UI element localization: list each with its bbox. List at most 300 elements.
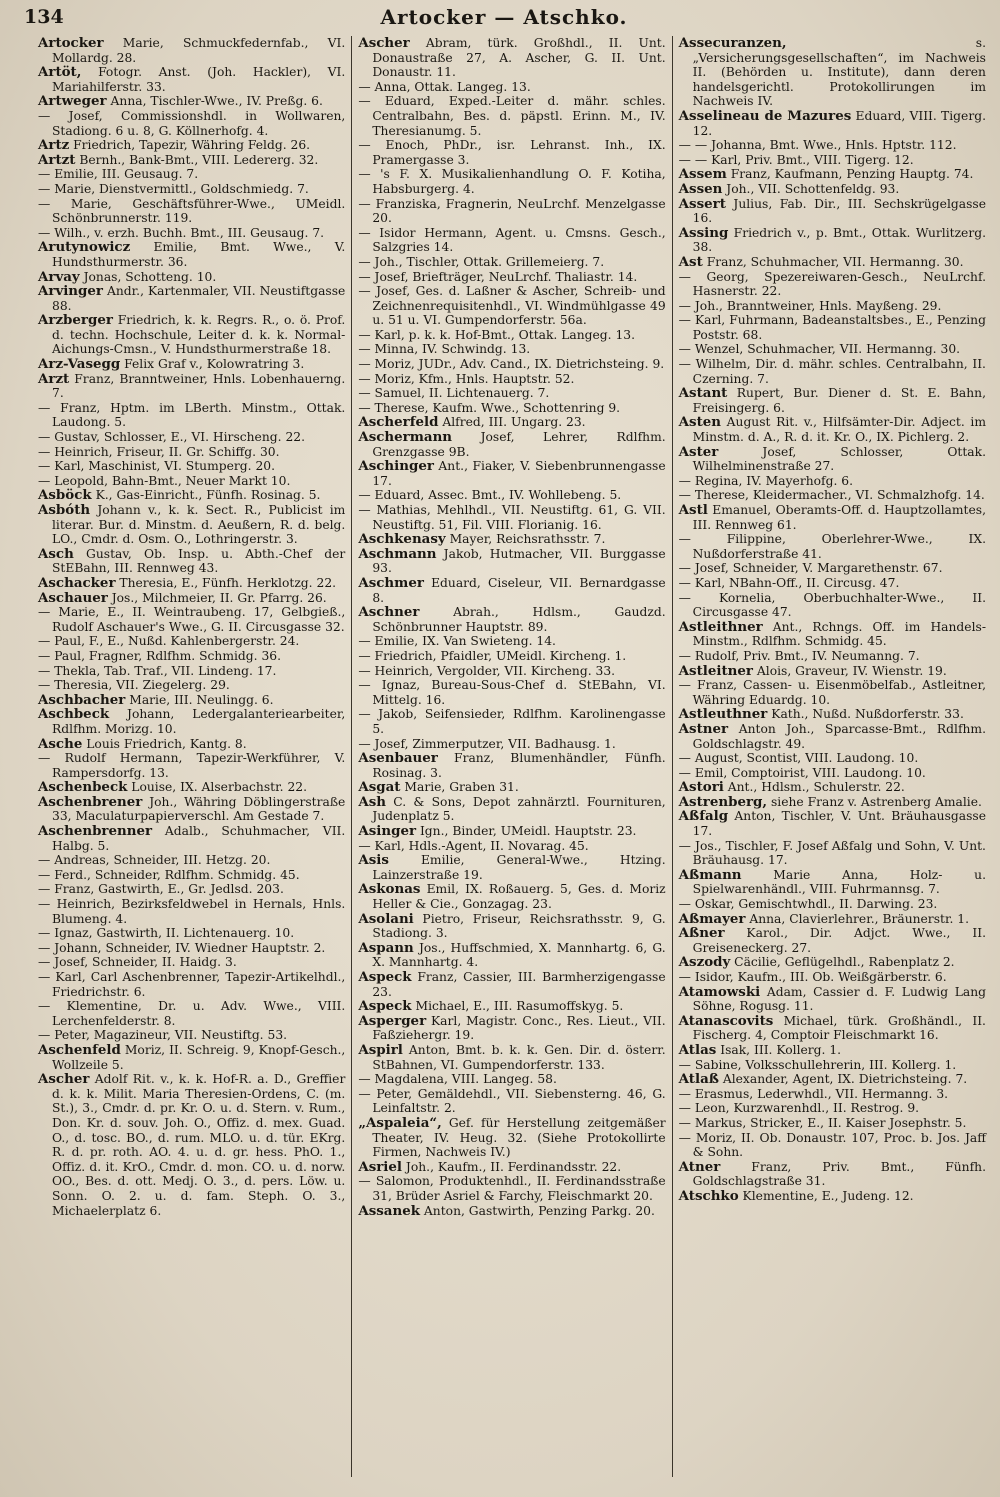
directory-entry: [358, 36, 665, 80]
entry-details: — Therese, Kaufm. Wwe., Schottenring 9.: [358, 400, 621, 415]
entry-surname: Asche: [38, 735, 83, 752]
entry-details: — Wilh., v. erzh. Buchh. Bmt., III. Geusaug. 7.: [38, 225, 325, 240]
entry-surname: Aschner: [358, 604, 420, 621]
directory-entry: [358, 197, 665, 226]
entry-details: Adolf Rit. v., k. k. Hof-R. a. D., Greffier d. k. k. Milit. Maria Theresien-Ordens, C. (m. St.), 3., Cmdr. d. pr. Kr. O. u. d. Stern. v. Rum., Don. Kr. d. souv. Joh. O., Offiz. d. mex. Guad. O., d. tosc. BO., d. rum. MLO. u. d. tür. EKrg. R. d. pr. roth. AO. 4. u. d. gr. hess. PhO. 1., Offiz. d. it. KrO., Cmdr. d. mon. CO. u. d. norw. OO., Bes. d. ott. Medj. O. 3., d. pers. Löw. u. Sonn. O. 2. u. d. fam. Steph. O. 3., Michaelerplatz 6.: [52, 1072, 346, 1218]
directory-entry: [679, 474, 986, 489]
directory-entry: [358, 1174, 665, 1203]
entry-details: Joh., Währing Döblingerstraße 33, Maculaturpapierverschl. Am Gestade 7.: [52, 794, 346, 824]
directory-entry: [679, 1189, 986, 1204]
directory-entry: [358, 138, 665, 167]
entry-details: siehe Franz v. Astrenberg Amalie.: [767, 794, 982, 809]
entry-surname: Aschkenasy: [358, 531, 446, 548]
directory-entry: [38, 270, 345, 285]
entry-details: — Karl, Carl Aschenbrenner, Tapezir-Artikelhdl., Friedrichstr. 6.: [38, 970, 346, 999]
entry-surname: Asch: [38, 545, 74, 562]
entry-details: — Peter, Magazineur, VII. Neustiftg. 53.: [38, 1028, 288, 1043]
directory-entry: [358, 999, 665, 1014]
entry-details: Alexander, Agent, IX. Dietrichsteing. 7.: [718, 1072, 968, 1087]
directory-entry: [358, 547, 665, 576]
entry-details: — Wenzel, Schuhmacher, VII. Hermanng. 30.: [678, 342, 961, 357]
entry-surname: Aschbeck: [38, 706, 110, 723]
entry-surname: Astori: [678, 779, 724, 796]
directory-entry: [679, 839, 986, 868]
entry-details: — Erasmus, Lederwhdl., VII. Hermanng. 3.: [678, 1086, 949, 1101]
directory-entry: [679, 985, 986, 1014]
entry-surname: Asgat: [358, 779, 401, 796]
directory-entry: [679, 678, 986, 707]
directory-entry: [679, 576, 986, 591]
directory-entry: [679, 970, 986, 985]
entry-details: Rupert, Bur. Diener d. St. E. Bahn, Freisingerg. 6.: [692, 386, 986, 415]
entry-surname: Artweger: [38, 93, 107, 110]
directory-entry: [38, 751, 345, 780]
entry-surname: Aschinger: [358, 458, 434, 475]
entry-surname: Aschenbeck: [38, 779, 128, 796]
entry-surname: Artzt: [38, 151, 76, 168]
entry-details: — Moriz, II. Ob. Donaustr. 107, Proc. b. Jos. Jaff & Sohn.: [678, 1130, 986, 1160]
directory-entry: [38, 955, 345, 970]
entry-surname: Aschauer: [38, 589, 108, 606]
directory-entry: [38, 488, 345, 503]
directory-entry: [358, 342, 665, 357]
entry-details: — Franz, Cassen- u. Eisenmöbelfab., Astleitner, Währing Eduardg. 10.: [678, 678, 986, 707]
directory-entry: [679, 1058, 986, 1073]
entry-details: — Regina, IV. Mayerhofg. 6.: [678, 473, 853, 488]
directory-entry: [679, 270, 986, 299]
directory-entry: [358, 1116, 665, 1160]
directory-entry: [38, 693, 345, 708]
entry-details: s. „Versicherungsgesellschaften“, im Nachweis II. (Behörden u. Institute), dann deren handelsgerichtl. Protokollirungen im Nachweis IV.: [692, 36, 986, 109]
entry-details: Emanuel, Oberamts-Off. d. Hauptzollamtes, III. Rennweg 61.: [692, 503, 986, 532]
directory-entry: [358, 503, 665, 532]
entry-details: Anton, Gastwirth, Penzing Parkg. 20.: [420, 1203, 655, 1218]
entry-details: Klementine, E., Judeng. 12.: [738, 1188, 914, 1203]
entry-surname: Ascherfeld: [358, 414, 439, 431]
directory-entry: [358, 941, 665, 970]
entry-surname: Aspeck: [358, 969, 412, 985]
directory-entry: [38, 36, 345, 65]
entry-surname: Atlaß: [678, 1071, 719, 1088]
entry-details: — Paul, F., E., Nußd. Kahlenbergerstr. 24.: [38, 634, 300, 649]
entry-details: Josef, Lehrer, Rdlfhm. Grenzgasse 9B.: [372, 430, 666, 459]
directory-entry: [38, 678, 345, 693]
directory-entry: [358, 605, 665, 634]
entry-details: Johann v., k. k. Sect. R., Publicist im literar. Bur. d. Minstm. d. Aeußern, R. d. belg. LO., Cmdr. d. Osm. O., Lothringerstr. 3.: [52, 503, 346, 547]
entry-surname: Atschko: [678, 1187, 739, 1204]
entry-details: — Moriz, Kfm., Hnls. Hauptstr. 52.: [358, 371, 575, 386]
entry-details: Alois, Graveur, IV. Wienstr. 19.: [752, 663, 947, 678]
entry-details: Adalb., Schuhmacher, VII. Halbg. 5.: [52, 824, 346, 853]
entry-details: Isak, III. Kollerg. 1.: [716, 1042, 842, 1057]
entry-details: — Rudolf, Priv. Bmt., IV. Neumanng. 7.: [678, 648, 920, 663]
entry-details: Marie, Schmuckfedernfab., VI. Mollardg. 28.: [52, 36, 346, 65]
directory-entry: [679, 197, 986, 226]
entry-details: — Rudolf Hermann, Tapezir-Werkführer, V. Rampersdorfg. 13.: [38, 751, 346, 780]
entry-surname: Asselineau de Mazures: [678, 107, 852, 124]
entry-surname: Aßmayer: [678, 910, 746, 927]
entry-details: — Marie, Geschäftsführer-Wwe., UMeidl. Schönbrunnerstr. 119.: [38, 196, 346, 226]
entry-details: Emil, IX. Roßauerg. 5, Ges. d. Moriz Heller & Cie., Gonzagag. 23.: [372, 882, 666, 912]
entry-details: — Wilhelm, Dir. d. mähr. schles. Centralbahn, II. Czerning. 7.: [678, 357, 986, 386]
entry-surname: Arzt: [38, 370, 70, 387]
directory-entry: [38, 634, 345, 649]
directory-entry: [358, 430, 665, 459]
entry-surname: Astleithner: [678, 618, 763, 635]
entry-surname: Aspirl: [358, 1041, 403, 1058]
directory-entry: [679, 955, 986, 970]
entry-details: — Ignaz, Bureau-Sous-Chef d. StEBahn, VI. Mittelg. 16.: [358, 678, 666, 707]
entry-details: — Joh., Branntweiner, Hnls. Mayßeng. 29.: [678, 298, 942, 313]
entry-details: — Minna, IV. Schwindg. 13.: [358, 342, 531, 357]
entry-surname: Aschenbrenner: [38, 823, 153, 840]
directory-entry: [679, 503, 986, 532]
directory-entry: [38, 1072, 345, 1218]
directory-entry: [679, 751, 986, 766]
directory-entry: [38, 94, 345, 109]
entry-details: — Sabine, Volksschullehrerin, III. Kollerg. 1.: [678, 1057, 957, 1072]
entry-surname: Asinger: [358, 823, 417, 840]
entry-details: Joh., Kaufm., II. Ferdinandsstr. 22.: [402, 1159, 622, 1174]
entry-details: — Heinrich, Vergolder, VII. Kircheng. 33.: [358, 663, 616, 678]
directory-entry: [38, 926, 345, 941]
entry-details: Ant., Hdlsm., Schulerstr. 22.: [723, 780, 905, 795]
entry-details: Louis Friedrich, Kantg. 8.: [82, 736, 247, 751]
directory-entry: [679, 415, 986, 444]
directory-entry: [38, 197, 345, 226]
entry-details: — Ferd., Schneider, Rdlfhm. Schmidg. 45.: [38, 867, 300, 882]
entry-details: K., Gas-Einricht., Fünfh. Rosinag. 5.: [91, 488, 321, 503]
directory-entry: [38, 182, 345, 197]
directory-entry: [38, 401, 345, 430]
directory-entry: [38, 138, 345, 153]
directory-entry: [38, 503, 345, 547]
entry-surname: Asten: [678, 414, 722, 431]
entry-details: Jos., Milchmeier, II. Gr. Pfarrg. 26.: [107, 590, 327, 605]
directory-entry: [38, 576, 345, 591]
directory-entry: [358, 1160, 665, 1175]
entry-surname: Asis: [358, 852, 389, 869]
entry-details: Julius, Fab. Dir., III. Sechskrügelgasse 16.: [692, 196, 986, 226]
entry-surname: Aschmer: [358, 574, 424, 591]
entry-surname: Aschmann: [358, 545, 437, 562]
directory-entry: [679, 386, 986, 415]
entry-details: Bernh., Bank-Bmt., VIII. Ledererg. 32.: [75, 152, 319, 167]
entry-details: — Andreas, Schneider, III. Hetzg. 20.: [38, 853, 271, 868]
entry-details: — Josef, Schneider, II. Haidg. 3.: [38, 955, 237, 970]
entry-surname: Arvinger: [38, 283, 103, 300]
directory-entry: [38, 853, 345, 868]
entry-details: Franz, Blumenhändler, Fünfh. Rosinag. 3.: [372, 751, 666, 780]
directory-entry: [679, 722, 986, 751]
entry-details: — 's F. X. Musikalienhandlung O. F. Kotiha, Habsburgerg. 4.: [358, 167, 666, 196]
entry-details: Michael, türk. Großhändl., II. Fischerg. 4, Comptoir Fleischmarkt 16.: [692, 1013, 986, 1043]
entry-surname: Aszody: [678, 954, 731, 971]
directory-entry: [358, 459, 665, 488]
directory-entry: [38, 1043, 345, 1072]
directory-entry: [38, 167, 345, 182]
directory-entry: [358, 824, 665, 839]
directory-entry: [38, 737, 345, 752]
entry-details: — Eduard, Assec. Bmt., IV. Wohllebeng. 5.: [358, 488, 622, 503]
entry-surname: Atlas: [678, 1041, 717, 1058]
directory-entry: [679, 1101, 986, 1116]
entry-details: — Josef, Ges. d. Laßner & Ascher, Schreib- und Zeichnenrequisitenhdl., VI. Windmühlgasse 49 u. 51 u. VI. Gumpendorferstr. 56a.: [358, 284, 666, 328]
directory-entry: [38, 970, 345, 999]
directory-entry: [679, 912, 986, 927]
entry-details: Louise, IX. Alserbachstr. 22.: [127, 780, 307, 795]
directory-entry: [679, 795, 986, 810]
entry-surname: Aschenbrener: [38, 793, 143, 810]
entry-details: Jos., Huffschmied, X. Mannhartg. 6, G. X. Mannhartg. 4.: [372, 940, 666, 970]
entry-details: Karol., Dir. Adjct. Wwe., II. Greiseneckerg. 27.: [692, 926, 986, 955]
entry-details: — Moriz, JUDr., Adv. Cand., IX. Dietrichsteing. 9.: [358, 357, 665, 372]
directory-entry: [358, 372, 665, 387]
directory-entry: [358, 634, 665, 649]
entry-details: Anton, Bmt. b. k. k. Gen. Dir. d. österr. StBahnen, VI. Gumpendorferstr. 133.: [372, 1042, 666, 1072]
directory-entry: [38, 605, 345, 634]
entry-surname: Aschbacher: [38, 691, 126, 708]
directory-entry: [679, 342, 986, 357]
entry-surname: Aschermann: [358, 429, 453, 446]
directory-entry: [679, 182, 986, 197]
directory-entry: [358, 1014, 665, 1043]
entry-details: — Marie, E., II. Weintraubeng. 17, Gelbgieß., Rudolf Aschauer's Wwe., G. II. Circusgasse 32.: [38, 605, 346, 634]
entry-details: Franz, Schuhmacher, VII. Hermanng. 30.: [702, 254, 964, 269]
directory-entry: [38, 999, 345, 1028]
directory-entry: [38, 430, 345, 445]
entry-details: — Thekla, Tab. Traf., VII. Lindeng. 17.: [38, 663, 277, 678]
directory-entry: [358, 678, 665, 707]
directory-entry: [38, 240, 345, 269]
entry-details: — Theresia, VII. Ziegelerg. 29.: [38, 678, 230, 693]
entry-details: — Franz, Gastwirth, E., Gr. Jedlsd. 203.: [38, 882, 284, 897]
entry-details: — — Karl, Priv. Bmt., VIII. Tigerg. 12.: [678, 152, 914, 167]
entry-details: Mayer, Reichsrathsstr. 7.: [445, 532, 606, 547]
directory-entry: [679, 226, 986, 255]
entry-details: — Emilie, IX. Van Swieteng. 14.: [358, 634, 556, 649]
entry-surname: Asbóth: [38, 502, 91, 518]
entry-details: Adam, Cassier d. F. Ludwig Lang Söhne, Rogusg. 11.: [692, 984, 986, 1014]
directory-entry: [38, 1028, 345, 1043]
entry-details: Ant., Fiaker, V. Siebenbrunnengasse 17.: [372, 459, 666, 488]
entry-details: — Heinrich, Bezirksfeldwebel in Hernals, Hnls. Blumeng. 4.: [38, 897, 346, 926]
entry-details: Ant., Rchngs. Off. im Handels-Minstm., Rdlfhm. Schmidg. 45.: [692, 619, 986, 649]
directory-entry: [38, 868, 345, 883]
column-3: [672, 36, 992, 1477]
directory-entry: [358, 1072, 665, 1087]
entry-details: — Leon, Kurzwarenhdl., II. Restrog. 9.: [678, 1101, 920, 1116]
entry-surname: Astleitner: [678, 662, 753, 679]
directory-entry: [679, 1160, 986, 1189]
entry-details: Franz, Cassier, III. Barmherzigengasse 23.: [372, 970, 666, 999]
entry-details: — Friedrich, Pfaidler, UMeidl. Kircheng. 1.: [358, 648, 627, 663]
directory-entry: [358, 1204, 665, 1219]
entry-details: — Marie, Dienstvermittl., Goldschmiedg. 7.: [38, 181, 309, 196]
directory-entry: [679, 488, 986, 503]
directory-entry: [358, 751, 665, 780]
directory-entry: [679, 532, 986, 561]
entry-details: Johann, Ledergalanteriearbeiter, Rdlfhm. Morizg. 10.: [52, 707, 346, 736]
entry-surname: Atanascovits: [678, 1012, 774, 1029]
directory-entry: [38, 474, 345, 489]
entry-surname: Artz: [38, 137, 70, 154]
directory-entry: [358, 882, 665, 911]
entry-details: — Jakob, Seifensieder, Rdlfhm. Karolinengasse 5.: [358, 707, 666, 736]
directory-entry: [679, 167, 986, 182]
directory-entry: [358, 328, 665, 343]
entry-details: Moriz, II. Schreig. 9, Knopf-Gesch., Wollzeile 5.: [52, 1042, 346, 1072]
directory-entry: [38, 547, 345, 576]
directory-entry: [38, 897, 345, 926]
directory-entry: [38, 591, 345, 606]
directory-entry: [38, 65, 345, 94]
column-2: [351, 36, 671, 1477]
entry-details: — Therese, Kleidermacher., VI. Schmalzhofg. 14.: [678, 488, 985, 503]
entry-surname: Aßner: [678, 925, 725, 942]
entry-details: — Karl, Fuhrmann, Badeanstaltsbes., E., Penzing Poststr. 68.: [678, 313, 986, 342]
entry-details: — Isidor, Kaufm., III. Ob. Weißgärberstr. 6.: [678, 970, 947, 984]
directory-entry: [358, 401, 665, 416]
directory-entry: [358, 1043, 665, 1072]
entry-surname: Astrenberg,: [678, 793, 768, 810]
entry-details: Franz, Kaufmann, Penzing Hauptg. 74.: [726, 167, 974, 182]
directory-entry: [679, 299, 986, 314]
directory-entry: [358, 795, 665, 824]
directory-entry: [679, 620, 986, 649]
entry-surname: Assecuranzen,: [678, 36, 787, 51]
directory-entry: [358, 386, 665, 401]
entry-details: Anton, Tischler, V. Unt. Bräuhausgasse 17.: [692, 809, 986, 839]
directory-entry: [358, 226, 665, 255]
entry-details: Jakob, Hutmacher, VII. Burggasse 93.: [372, 546, 666, 576]
directory-entry: [358, 270, 665, 285]
directory-entry: [38, 882, 345, 897]
directory-entry: [358, 357, 665, 372]
directory-entry: [358, 532, 665, 547]
directory-entry: [679, 766, 986, 781]
entry-surname: Assen: [678, 180, 723, 197]
entry-details: C. & Sons, Depot zahnärztl. Fournituren, Judenplatz 5.: [372, 794, 666, 824]
entry-details: Marie, Graben 31.: [400, 780, 519, 795]
directory-entry: [358, 576, 665, 605]
entry-details: — Jos., Tischler, F. Josef Aßfalg und Sohn, V. Unt. Bräuhausg. 17.: [678, 838, 986, 868]
entry-details: — Salomon, Produktenhdl., II. Ferdinandsstraße 31, Brüder Asriel & Farchy, Fleischmarkt 20.: [358, 1174, 666, 1203]
entry-details: Kath., Nußd. Nußdorferstr. 33.: [767, 707, 964, 722]
directory-entry: [38, 313, 345, 357]
directory-entry: [679, 926, 986, 955]
directory-entry: [358, 415, 665, 430]
directory-entry: [358, 649, 665, 664]
directory-entry: [679, 809, 986, 838]
page-number: 134: [24, 6, 64, 28]
directory-entry: [38, 153, 345, 168]
entry-details: — Klementine, Dr. u. Adv. Wwe., VIII. Lerchenfelderstr. 8.: [38, 999, 346, 1028]
entry-details: — Heinrich, Friseur, II. Gr. Schiffg. 30.: [38, 444, 280, 459]
entry-details: — Markus, Stricker, E., II. Kaiser Josephstr. 5.: [678, 1115, 967, 1130]
directory-entry: [679, 138, 986, 153]
entry-details: — Isidor Hermann, Agent. u. Cmsns. Gesch., Salzgries 14.: [358, 225, 666, 255]
entry-details: Franz, Priv. Bmt., Fünfh. Goldschlagstraße 31.: [692, 1159, 986, 1189]
entry-details: Michael, E., III. Rasumoffskyg. 5.: [411, 999, 624, 1014]
entry-surname: Astl: [678, 502, 708, 518]
directory-entry: [679, 36, 986, 109]
directory-entry: [679, 591, 986, 620]
entry-details: — Mathias, Mehlhdl., VII. Neustiftg. 61, G. VII. Neustiftg. 51, Fil. VIII. Florianig. 16.: [358, 503, 666, 532]
entry-surname: Artocker: [38, 36, 104, 51]
entry-surname: Asriel: [358, 1158, 403, 1175]
entry-details: Anna, Clavierlehrer., Bräunerstr. 1.: [745, 911, 970, 926]
entry-details: Friedrich, k. k. Regrs. R., o. ö. Prof. d. techn. Hochschule, Leiter d. k. k. Normal-Aichungs-Cmsn., V. Hundsthurmerstraße 18.: [52, 313, 346, 357]
entry-details: — Paul, Fragner, Rdlfhm. Schmidg. 36.: [38, 648, 282, 663]
entry-details: Abrah., Hdlsm., Gaudzd. Schönbrunner Hauptstr. 89.: [372, 605, 666, 634]
entry-details: — Kornelia, Oberbuchhalter-Wwe., II. Circusgasse 47.: [678, 590, 986, 620]
entry-surname: Atamowski: [678, 983, 761, 1000]
directory-entry: [38, 649, 345, 664]
directory-entry: [358, 912, 665, 941]
entry-details: — Gustav, Schlosser, E., VI. Hirscheng. 22.: [38, 430, 306, 445]
entry-surname: Aspann: [358, 939, 414, 956]
directory-entry: [679, 1087, 986, 1102]
directory-entry: [679, 868, 986, 897]
entry-details: Joh., VII. Schottenfeldg. 93.: [722, 181, 900, 196]
entry-details: — Ignaz, Gastwirth, II. Lichtenauerg. 10.: [38, 926, 295, 941]
entry-surname: Assert: [678, 195, 726, 212]
entry-surname: Aßfalg: [678, 808, 729, 825]
entry-details: — Karl, Hdls.-Agent, II. Novarag. 45.: [358, 838, 589, 853]
entry-surname: Astant: [678, 385, 728, 402]
column-1: [32, 36, 351, 1477]
directory-entry: [38, 824, 345, 853]
directory-entry: [358, 284, 665, 328]
entry-details: Marie Anna, Holz- u. Spielwarenhändl., VIII. Fuhrmannsg. 7.: [692, 867, 986, 897]
entry-details: Andr., Kartenmaler, VII. Neustiftgasse 88.: [52, 284, 346, 313]
entry-surname: Aster: [678, 443, 719, 460]
entry-details: Marie, III. Neulingg. 6.: [125, 692, 274, 707]
entry-details: — Karl, Maschinist, VI. Stumperg. 20.: [38, 459, 276, 474]
entry-surname: Aspeck: [358, 998, 412, 1015]
entry-surname: Astner: [678, 720, 729, 737]
entry-surname: Aßmann: [678, 866, 742, 883]
directory-entry: [679, 1116, 986, 1131]
directory-entry: [679, 664, 986, 679]
directory-entry: [679, 313, 986, 342]
entry-surname: Asböck: [38, 487, 92, 504]
entry-details: Emilie, Bmt. Wwe., V. Hundsthurmerstr. 36.: [52, 240, 346, 269]
directory-entry: [679, 255, 986, 270]
running-head: Artocker — Atschko.: [380, 5, 628, 29]
directory-entry: [358, 853, 665, 882]
entry-surname: Assanek: [358, 1202, 421, 1219]
directory-entry: [679, 1043, 986, 1058]
directory-entry: [38, 780, 345, 795]
directory-entry: [358, 80, 665, 95]
entry-details: — Josef, Zimmerputzer, VII. Badhausg. 1.: [358, 736, 616, 751]
entry-details: Cäcilie, Geflügelhdl., Rabenplatz 2.: [730, 955, 955, 970]
directory-entry: [38, 109, 345, 138]
entry-surname: Ascher: [358, 36, 410, 51]
directory-entry: [38, 372, 345, 401]
entry-details: — Joh., Tischler, Ottak. Grillemeierg. 7.: [358, 254, 605, 269]
entry-details: — Emil, Comptoirist, VIII. Laudong. 10.: [678, 765, 926, 780]
directory-entry: [679, 1014, 986, 1043]
directory-entry: [358, 664, 665, 679]
entry-details: Alfred, III. Ungarg. 23.: [438, 415, 586, 430]
directory-entry: [358, 780, 665, 795]
entry-details: Anton Joh., Sparcasse-Bmt., Rdlfhm. Goldschlagstr. 49.: [692, 721, 986, 751]
entry-details: Theresia, E., Fünfh. Herklotzg. 22.: [115, 575, 337, 590]
entry-surname: Arutynowicz: [38, 239, 131, 256]
